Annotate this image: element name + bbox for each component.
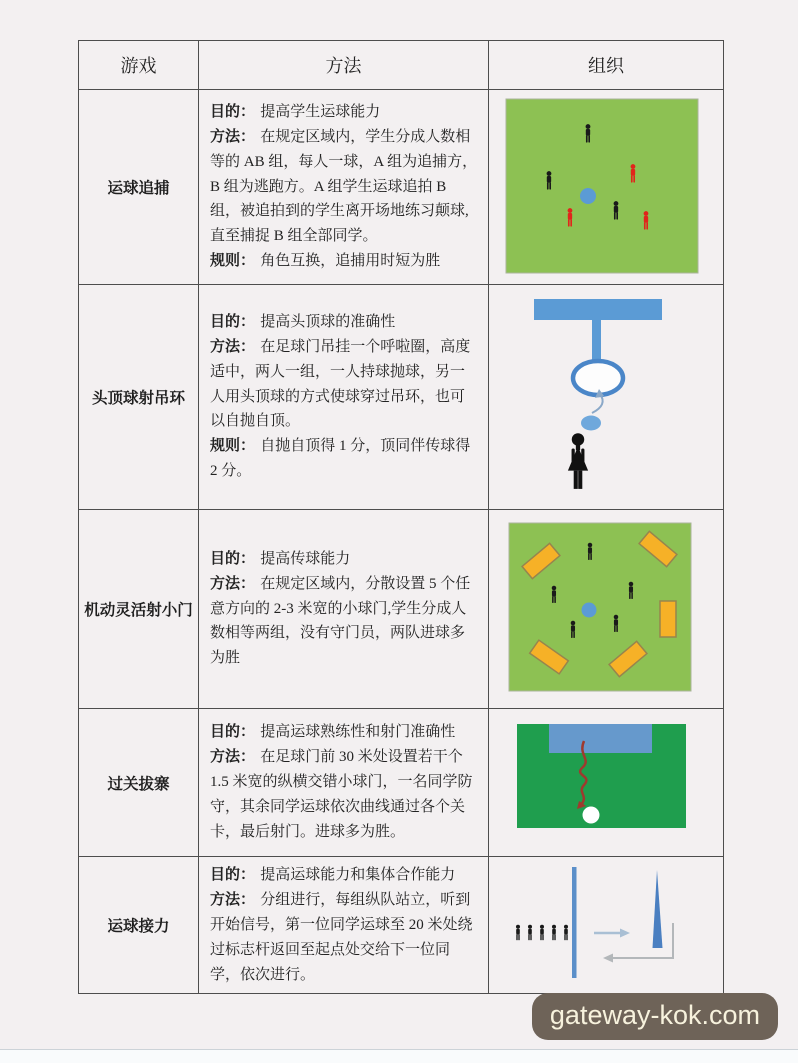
organization-diagram-cell	[489, 285, 724, 510]
header-method: 方法	[199, 41, 489, 90]
method-text	[199, 709, 489, 857]
queue-person-icon	[552, 925, 556, 940]
table-row	[79, 90, 724, 285]
rule-line: 规则： 角色互换，追捕用时短为胜	[210, 252, 441, 270]
game-name: 头顶球射吊环	[79, 285, 199, 510]
game-name: 运球追捕	[79, 90, 199, 285]
ball-icon	[580, 188, 596, 204]
header-organization: 组织	[489, 41, 724, 90]
method-line: 方法： 在规定区域内，学生分成人数相等的 AB 组，每人一球，A 组为追捕方，B 组为逃跑方。A 组学生运球追拍 B 组，被追拍到的学生离开场地练习颠球,直至捕捉 B 组全部同学。	[210, 127, 478, 245]
method-line: 方法： 分组进行，每组纵队站立，听到开始信号，第一位同学运球至 20 米处绕过标志杆返回至起点处交给下一位同学，依次进行。	[210, 890, 473, 983]
heading-player-icon	[568, 433, 588, 489]
organization-diagram-cell	[489, 857, 724, 994]
header-game: 游戏	[79, 41, 199, 90]
organization-diagram-cell	[489, 709, 724, 857]
ball-icon	[581, 416, 601, 431]
return-arrowhead	[603, 954, 613, 963]
method-line: 方法： 在足球门前 30 米处设置若干个 1.5 米宽的纵横交错小球门，一名同学防守，其余同学运球依次曲线通过各个关卡，最后射门。进球多为胜。	[210, 748, 473, 840]
games-table	[78, 40, 724, 994]
table-row	[79, 709, 724, 857]
purpose-line: 目的： 提高头顶球的准确性	[210, 312, 396, 330]
return-arrow-icon	[612, 923, 673, 958]
method-text	[199, 285, 489, 510]
rule-line: 规则： 自抛自顶得 1 分，顶同伴传球得 2 分。	[210, 437, 471, 480]
method-text	[199, 510, 489, 709]
table-row	[79, 285, 724, 510]
method-line: 方法： 在足球门吊挂一个呼啦圈，高度适中，两人一组，一人持球抛球，另一人用头顶球的方式使球穿过吊环，也可以自抛自顶。	[210, 337, 471, 430]
method-text	[199, 90, 489, 285]
mini-goals-diagram	[501, 520, 711, 698]
queue-person-icon	[540, 925, 544, 940]
table-row	[79, 857, 724, 994]
page-bottom-strip	[0, 1049, 798, 1063]
game-name: 机动灵活射小门	[79, 510, 199, 709]
purpose-line: 目的： 提高运球能力和集体合作能力	[210, 866, 456, 883]
dribble-gates-diagram	[494, 714, 719, 852]
queue-person-icon	[516, 925, 520, 940]
ball-icon	[582, 603, 597, 618]
game-name: 运球接力	[79, 857, 199, 994]
goal-zone	[549, 724, 652, 753]
purpose-line: 目的： 提高传球能力	[210, 549, 351, 567]
queue-person-icon	[564, 925, 568, 940]
purpose-line: 目的： 提高学生运球能力	[210, 102, 381, 120]
marker-cone-icon	[653, 870, 663, 948]
game-name: 过关拔寨	[79, 709, 199, 857]
purpose-line: 目的： 提高运球熟练性和射门准确性	[210, 723, 456, 741]
mini-goal-icon	[660, 601, 676, 637]
watermark-badge: gateway-kok.com	[532, 993, 778, 1040]
table-row	[79, 510, 724, 709]
method-line: 方法： 在规定区域内，分散设置 5 个任意方向的 2-3 米宽的小球门,学生分成人数相等两组，没有守门员，两队进球多为胜	[210, 574, 471, 667]
field	[506, 99, 698, 273]
start-line	[572, 867, 577, 978]
method-text	[199, 857, 489, 994]
queue-person-icon	[528, 925, 532, 940]
forward-arrowhead	[620, 929, 630, 938]
organization-diagram-cell	[489, 90, 724, 285]
relay-diagram	[491, 865, 721, 985]
dribble-chase-diagram	[501, 97, 711, 277]
goal-crossbar	[534, 299, 662, 320]
hanging-post	[592, 320, 601, 361]
header-row	[79, 41, 724, 90]
hoop-heading-diagram	[496, 292, 716, 502]
hula-hoop-icon	[573, 361, 623, 395]
organization-diagram-cell	[489, 510, 724, 709]
ball-icon	[582, 806, 599, 823]
